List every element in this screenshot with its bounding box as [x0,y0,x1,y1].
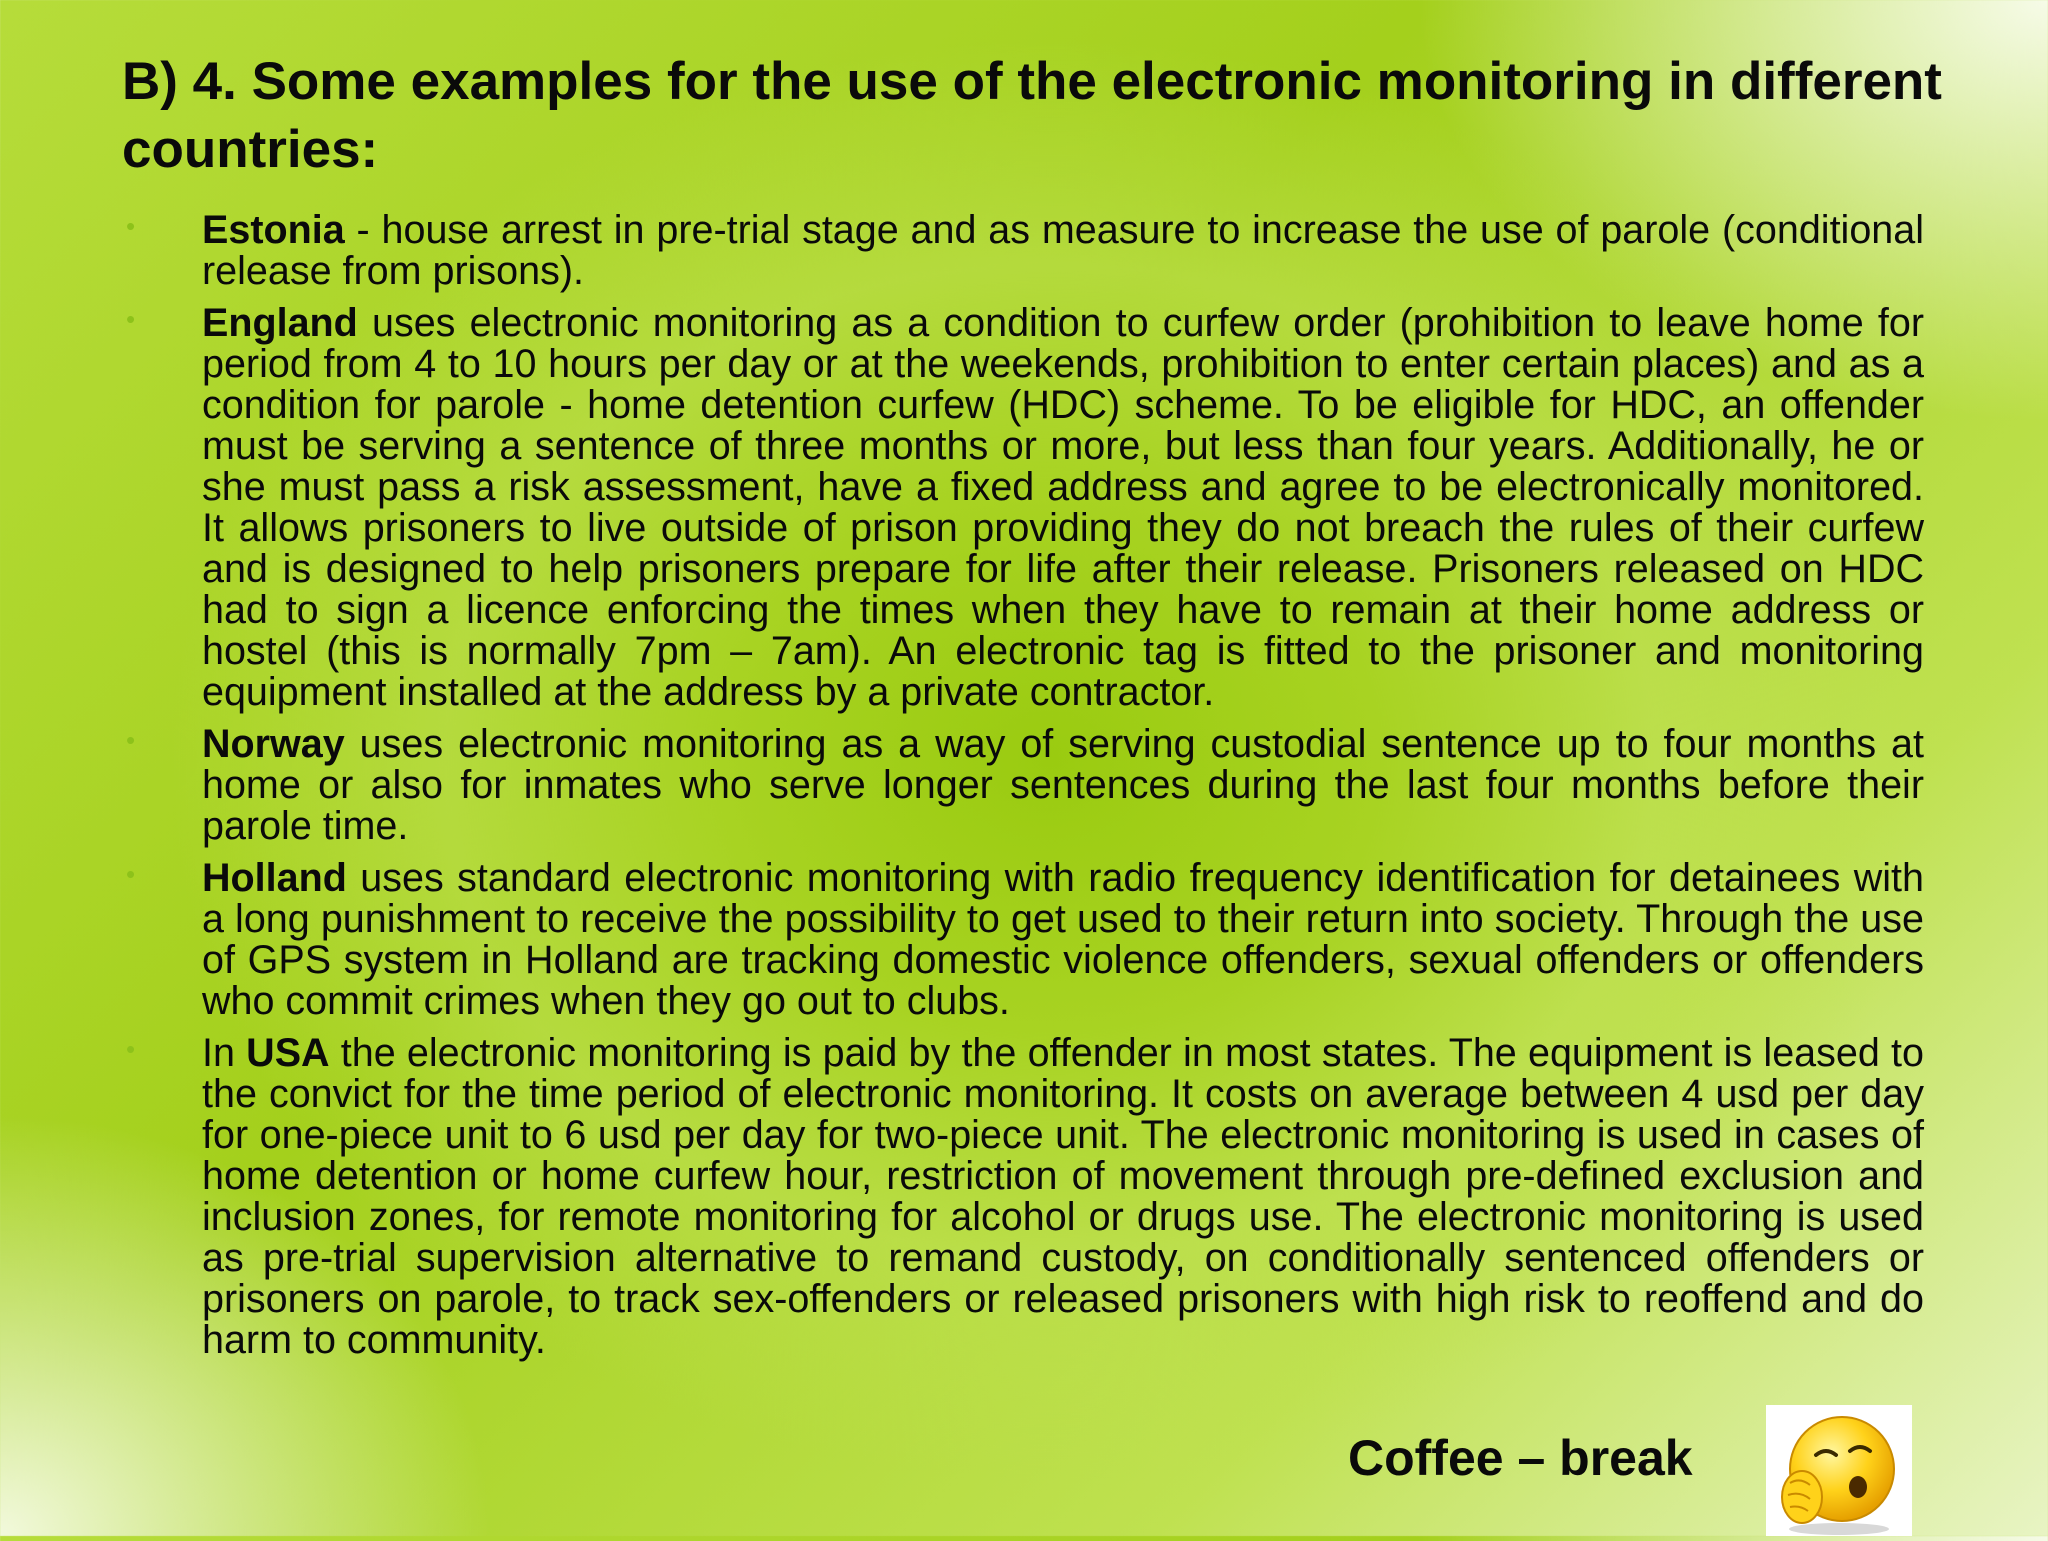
coffee-break-caption: Coffee – break [1348,1430,1693,1486]
bullet-england [122,303,1924,713]
bullet-text: uses electronic monitoring as a condition to curfew order (prohibition to leave home for period from 4 to 10 hours per day or at the weekends, prohibition to enter certain places) and as a condition for parole - home detention curfew (HDC) scheme. To be eligible for HDC, an offender must be serving a sentence of three months or more, but less than four years. Additionally, he or she must pass a risk assessment, have a fixed address and agree to be electronically monitored. It allows prisoners to live outside of prison providing they do not breach the rules of their curfew and is designed to help prisoners prepare for life after their release. Prisoners released on HDC had to sign a licence enforcing the times when they have to remain at their home address or hostel (this is normally 7pm – 7am). An electronic tag is fitted to the prisoner and monitoring equipment installed at the address by a private contractor. [202,301,1924,714]
bullet-text: uses standard electronic monitoring with radio frequency identification for detainees with a long punishment to receive the possibility to get used to their return into society. Through the use of GPS system in Holland are tracking domestic violence offenders, sexual offenders or offenders who commit crimes when they go out to clubs. [202,856,1924,1023]
bullet-text: the electronic monitoring is paid by the offender in most states. The equipment is leased to the convict for the time period of electronic monitoring. It costs on average between 4 usd per day for one-piece unit to 6 usd per day for two-piece unit. The electronic monitoring is used in cases of home detention or home curfew hour, restriction of movement through pre-defined exclusion and inclusion zones, for remote monitoring for alcohol or drugs use. The electronic monitoring is used as pre-trial supervision alternative to remand custody, on conditionally sentenced offenders or prisoners on parole, to track sex-offenders or released prisoners with high risk to reoffend and do harm to community. [202,1031,1924,1362]
bullet-dot-icon: • [126,1034,136,1064]
country-name: USA [246,1031,330,1075]
sleepy-smiley-icon [1766,1405,1912,1536]
bullet-usa [122,1033,1924,1361]
country-name: Estonia [202,208,345,252]
bullet-text: uses electronic monitoring as a way of serving custodial sentence up to four months at home or also for inmates who serve longer sentences during the last four months before their parole time. [202,722,1924,848]
bullet-dot-icon: • [126,304,136,334]
bullet-norway [122,724,1924,847]
bullet-dot-icon: • [126,859,136,889]
bullet-lead: In [202,1031,247,1075]
country-name: Holland [202,856,347,900]
bullet-dot-icon: • [126,211,136,241]
bullet-text: - house arrest in pre-trial stage and as measure to increase the use of parole (conditional release from prisons). [202,208,1924,293]
bullet-estonia [122,210,1924,292]
bullet-list [122,210,1924,1372]
bullet-dot-icon: • [126,725,136,755]
country-name: England [202,301,358,345]
bullet-holland [122,858,1924,1022]
country-name: Norway [202,722,345,766]
slide-title: B) 4. Some examples for the use of the electronic monitoring in different countries: [122,52,1942,179]
